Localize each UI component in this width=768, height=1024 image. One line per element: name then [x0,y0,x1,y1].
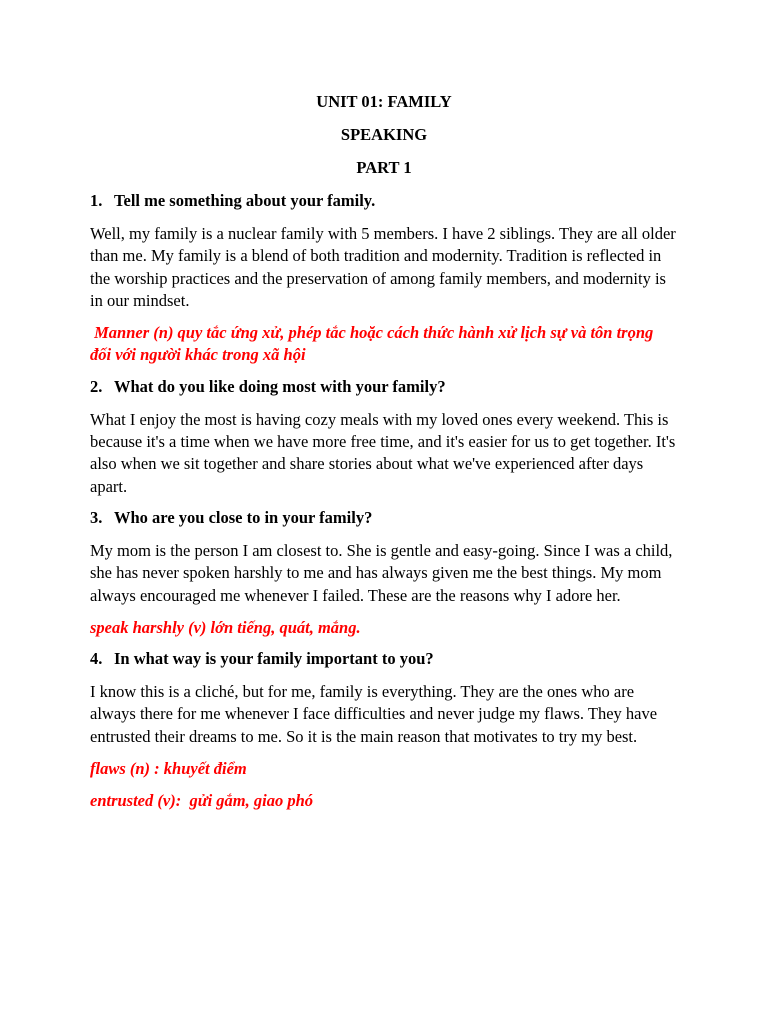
question-text: In what way is your family important to you? [114,649,434,669]
vocab-note: entrusted (v): gửi gắm, giao phó [90,791,314,811]
question-number: 3. [90,507,103,527]
question-4 [90,649,678,669]
answer-3: My mom is the person I am closest to. She is gentle and easy-going. Since I was a child, she has never spoken harshly to me and has always given me the best things. My mom always encouraged me whenever I failed. These are the reasons why I adore her. [90,540,673,605]
unit-title: UNIT 01: FAMILY [316,92,452,111]
question-1 [90,191,678,211]
answer-4: I know this is a cliché, but for me, family is everything. They are the ones who are always there for me whenever I face difficulties and never judge my flaws. They have entrusted their dreams to me. So it is the main reason that motivates to try my best. [90,682,658,746]
question-2 [90,377,678,397]
question-number: 4. [90,649,103,669]
vocab-note: flaws (n) : khuyết điểm [90,759,247,779]
question-text: Tell me something about your family. [114,191,376,210]
question-text: Who are you close to in your family? [114,507,373,527]
answer-2: What I enjoy the most is having cozy meals with my loved ones every weekend. This is because it's a time when we have more free time, and it's easier for us to get together. It's also when we sit together and share stories about what we've experienced after days apart. [90,409,676,496]
answer-1: Well, my family is a nuclear family with 5 members. I have 2 siblings. They are all older than me. My family is a blend of both tradition and modernity. Tradition is reflected in the worship practices and the preservation of among family members, and modernity is in our mindset. [90,224,676,310]
vocab-note: speak harshly (v) lớn tiếng, quát, mắng. [90,617,361,637]
part-title: PART 1 [356,158,412,177]
question-number: 1. [90,191,103,210]
question-3 [90,508,678,528]
section-title: SPEAKING [340,125,428,144]
question-number: 2. [90,376,103,396]
question-text: What do you like doing most with your family? [114,376,446,396]
vocab-note: Manner (n) quy tắc ứng xử, phép tắc hoặc cách thức hành xử lịch sự và tôn trọng đối với người khác trong xã hội [90,323,658,365]
